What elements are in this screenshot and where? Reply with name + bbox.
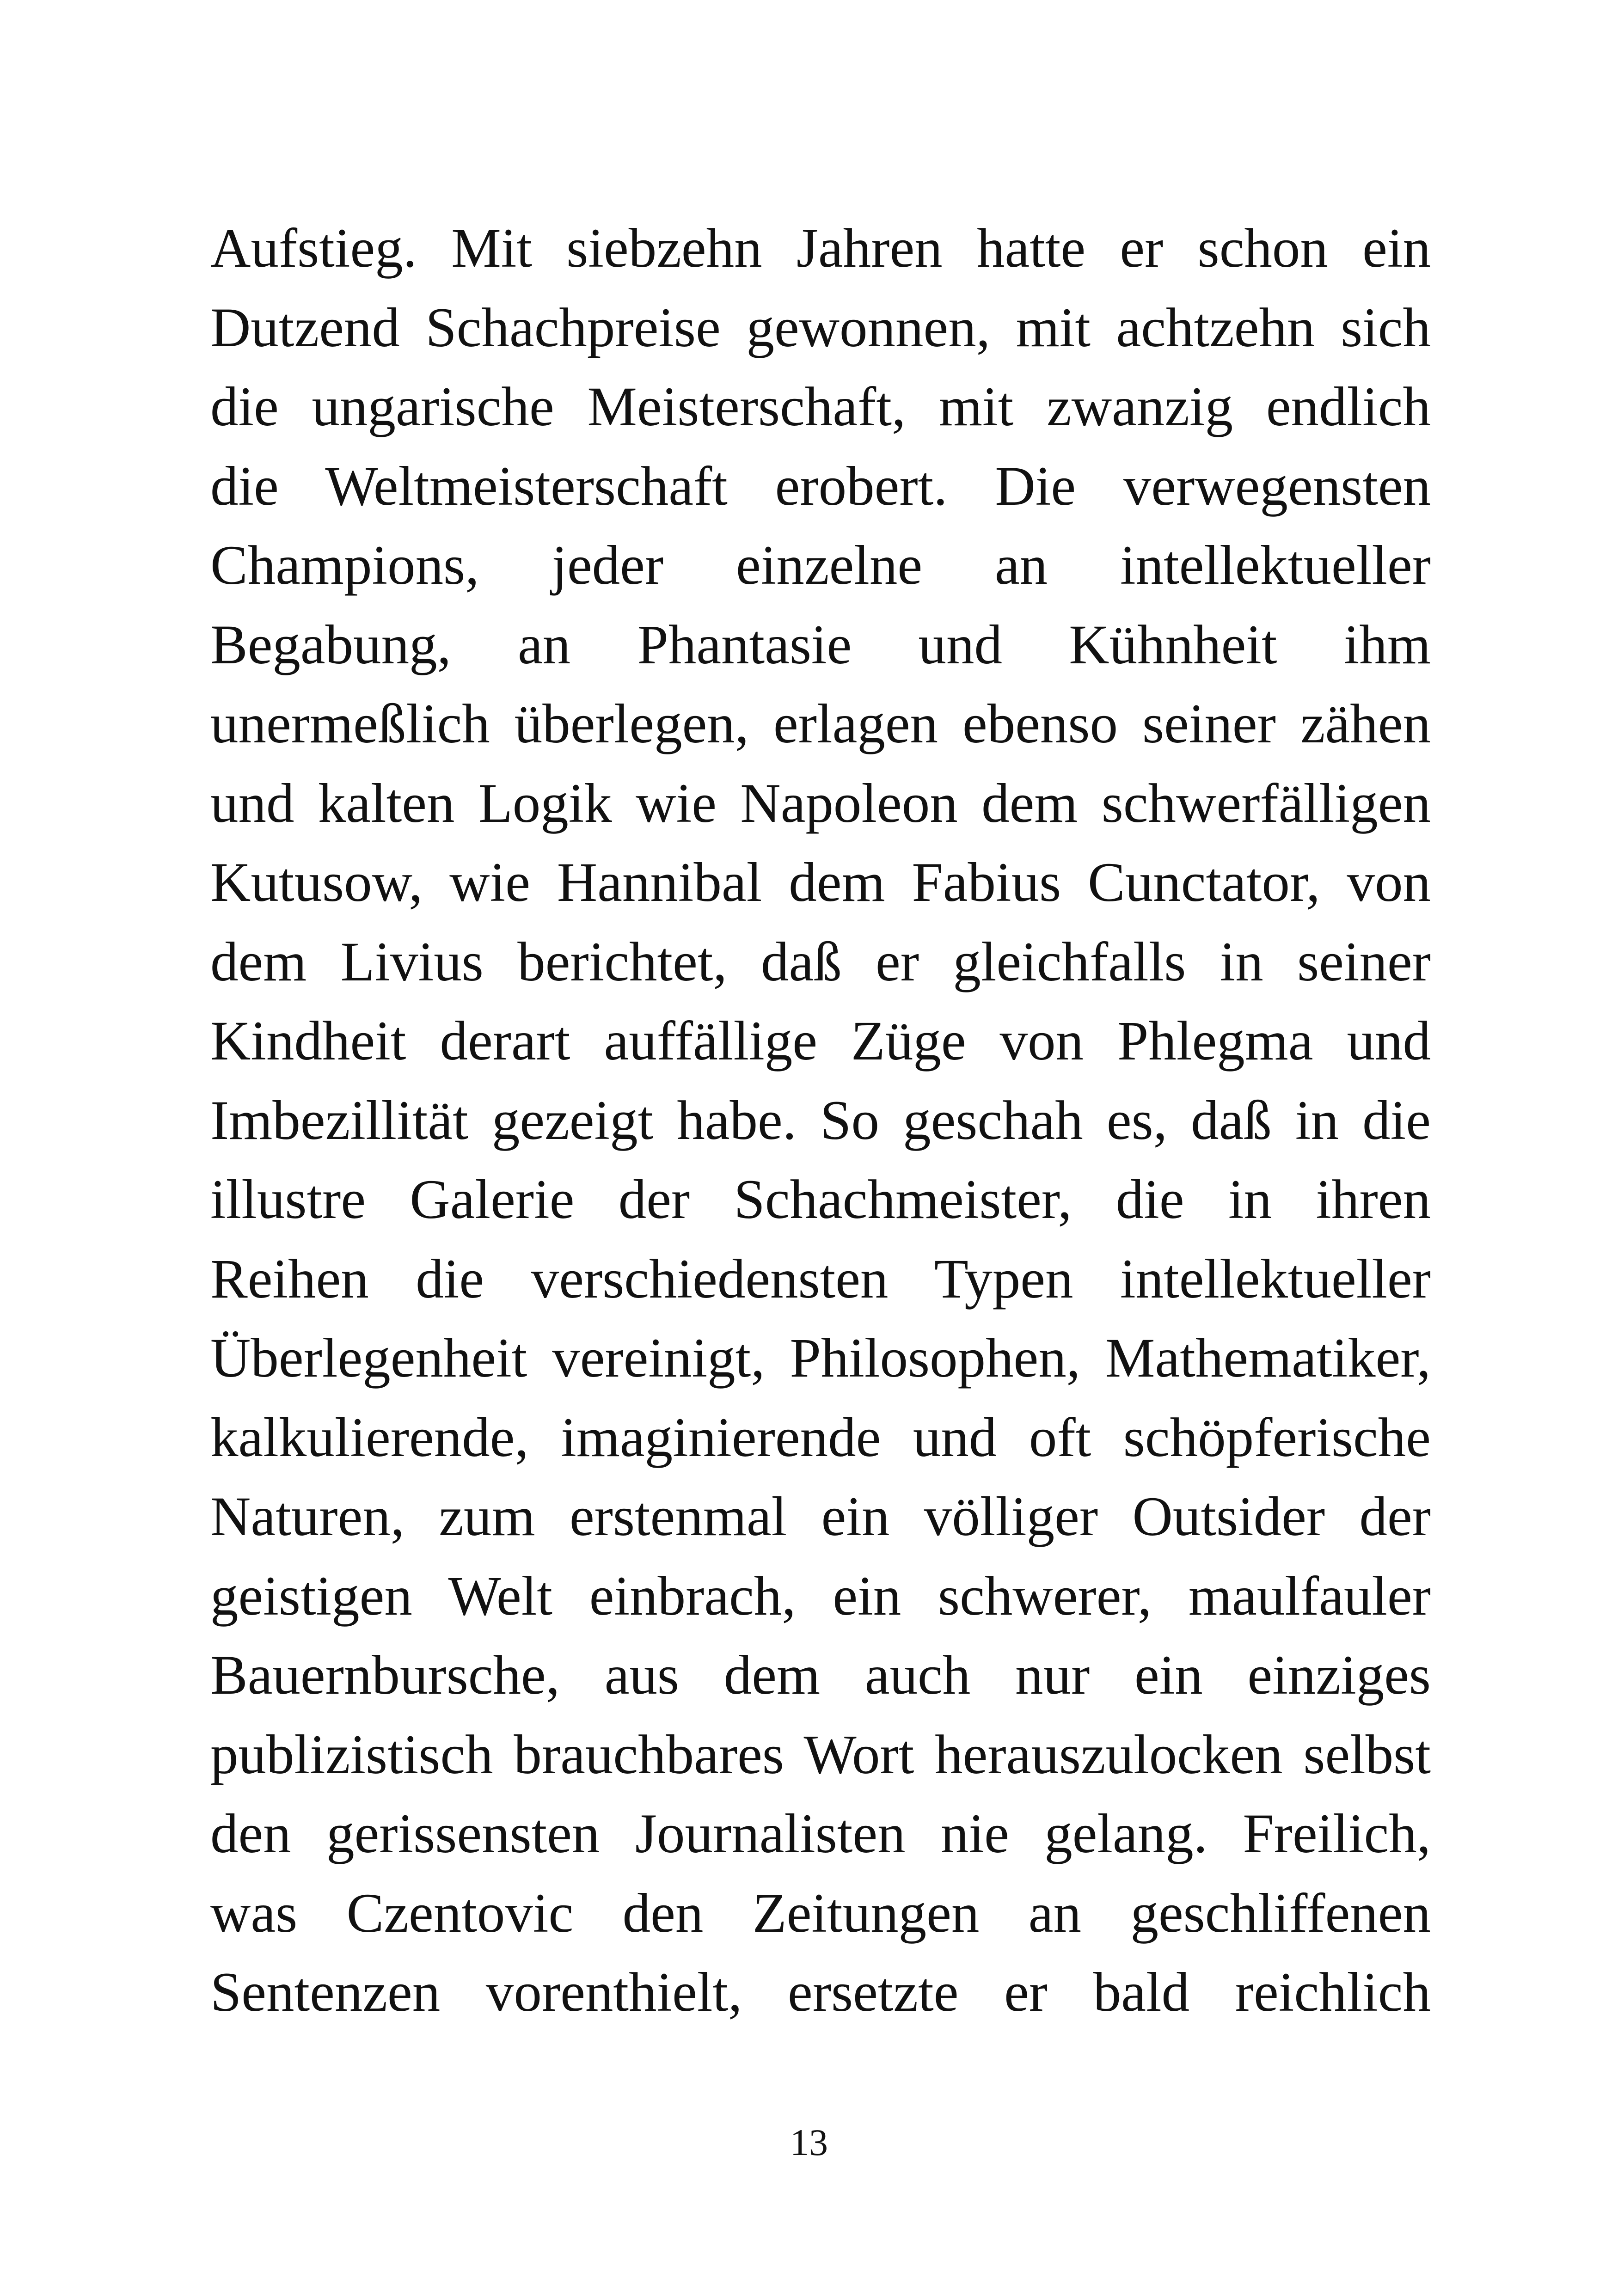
text-line-2: Dutzend Schachpreise gewonnen, mit achtzehn sich xyxy=(210,296,1431,359)
text-line-7: unermeßlich überlegen, erlagen ebenso seiner zähen xyxy=(210,693,1431,755)
text-line-16: kalkulierende, imaginierende und oft schöpferische xyxy=(210,1406,1431,1469)
body-text xyxy=(210,209,1431,2033)
text-line-10: dem Livius berichtet, daß er gleichfalls in seiner xyxy=(210,931,1431,993)
text-line-21: den gerissensten Journalisten nie gelang. Freilich, xyxy=(210,1803,1431,1865)
text-line-18: geistigen Welt einbrach, ein schwerer, maulfauler xyxy=(210,1565,1431,1627)
text-line-17: Naturen, zum erstenmal ein völliger Outsider der xyxy=(210,1486,1431,1548)
text-line-12: Imbezillität gezeigt habe. So geschah es, daß in die xyxy=(210,1089,1431,1151)
text-line-20: publizistisch brauchbares Wort herauszulocken selbst xyxy=(210,1723,1431,1786)
text-line-8: und kalten Logik wie Napoleon dem schwerfälligen xyxy=(210,772,1431,834)
text-line-22: was Czentovic den Zeitungen an geschliffenen xyxy=(210,1882,1431,1944)
text-line-4: die Weltmeisterschaft erobert. Die verwegensten xyxy=(210,455,1431,517)
text-line-15: Überlegenheit vereinigt, Philosophen, Mathematiker, xyxy=(210,1327,1431,1389)
text-line-9: Kutusow, wie Hannibal dem Fabius Cunctator, von xyxy=(210,851,1431,913)
text-line-23: Sentenzen vorenthielt, ersetzte er bald reichlich xyxy=(210,1961,1431,2023)
text-line-5: Champions, jeder einzelne an intellektueller xyxy=(210,534,1431,596)
text-line-11: Kindheit derart auffällige Züge von Phlegma und xyxy=(210,1010,1431,1072)
page-number: 13 xyxy=(790,2121,828,2163)
text-line-19: Bauernbursche, aus dem auch nur ein einziges xyxy=(210,1644,1431,1706)
text-line-3: die ungarische Meisterschaft, mit zwanzig endlich xyxy=(210,376,1431,438)
text-line-6: Begabung, an Phantasie und Kühnheit ihm xyxy=(210,613,1431,676)
text-line-1: Aufstieg. Mit siebzehn Jahren hatte er schon ein xyxy=(210,217,1431,279)
text-line-13: illustre Galerie der Schachmeister, die in ihren xyxy=(210,1169,1431,1231)
text-line-14: Reihen die verschiedensten Typen intellektueller xyxy=(210,1248,1431,1310)
